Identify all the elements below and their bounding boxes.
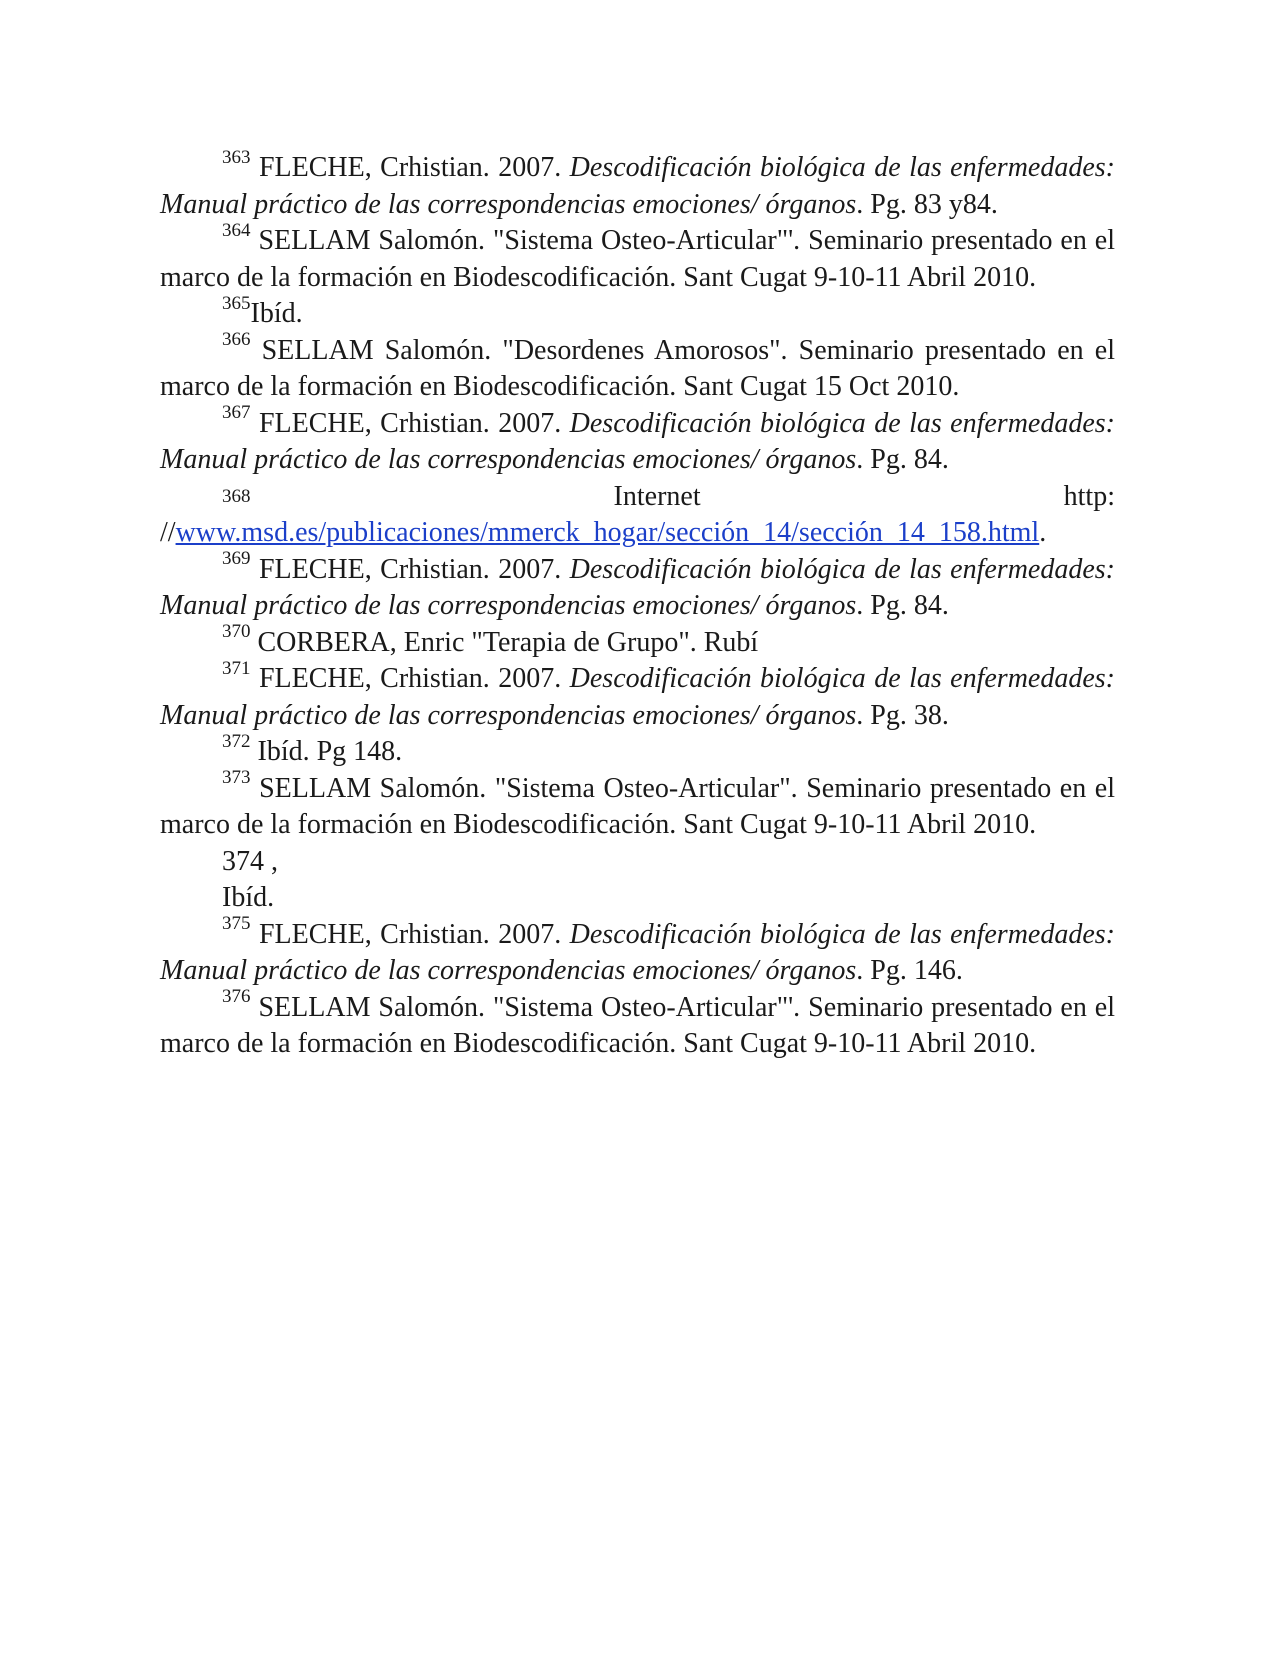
footnote-text: Ibíd.: [250, 298, 303, 329]
footnote-number: 367: [222, 402, 251, 424]
footnote-number: 364: [222, 219, 251, 241]
footnote-number: 370: [222, 621, 251, 643]
footnote-text: SELLAM Salomón. "Sistema Osteo-Articular"'. Seminario presentado en el marco de la formación en Biodescodificación. Sant Cugat 9-10-11 Abril 2010.: [160, 225, 1116, 293]
footnote-number: 371: [222, 657, 251, 679]
footnote-book-title: Descodificación biológica de las enfermedades: Manual práctico de las correspondencias emociones/ órganos: [160, 407, 1115, 475]
footnote-368: [160, 479, 1115, 552]
footnote-number: 363: [222, 146, 251, 168]
footnote-363: [160, 146, 1115, 223]
footnote-364: [160, 219, 1116, 296]
footnote-page-ref: . Pg. 84.: [856, 444, 949, 475]
footnote-374: [160, 844, 1115, 917]
footnote-book-title: Descodificación biológica de las enfermedades: Manual práctico de las correspondencias emociones/ órganos: [160, 918, 1115, 986]
footnote-author: FLECHE, Crhistian. 2007.: [258, 663, 570, 694]
footnote-371: [160, 657, 1115, 734]
footnote-book-title: Descodificación biológica de las enfermedades: Manual práctico de las correspondencias emociones/ órganos: [160, 152, 1115, 220]
footnote-author: FLECHE, Crhistian. 2007.: [258, 918, 570, 950]
footnote-number: 366: [222, 329, 251, 351]
footnote-375: [160, 913, 1115, 990]
footnote-url-protocol: http:: [1063, 480, 1115, 512]
footnote-book-title: Descodificación biológica de las enfermedades: Manual práctico de las correspondencias emociones/ órganos: [160, 663, 1115, 731]
footnote-page-ref: . Pg. 83 y84.: [856, 188, 998, 220]
footnote-number: 369: [222, 548, 251, 570]
footnote-text: Ibíd. Pg 148.: [257, 736, 403, 767]
footnote-book-title: Descodificación biológica de las enfermedades: Manual práctico de las correspondencias emociones/ órganos: [160, 553, 1115, 621]
footnote-368-first-line: $^{368}$ Internet http:: [160, 479, 1115, 516]
footnote-number: 374 ,: [222, 845, 278, 877]
footnote-number: 376: [222, 986, 251, 1008]
footnote-author: FLECHE, Crhistian. 2007.: [258, 407, 570, 439]
footnote-text: SELLAM Salomón. "Desordenes Amorosos". Seminario presentado en el marco de la formación en Biodescodificación. Sant Cugat 15 Oct 2010.: [160, 334, 1115, 402]
footnotes-page: [160, 146, 1116, 1063]
footnote-page-ref: . Pg. 146.: [856, 955, 963, 986]
footnote-365: [160, 292, 1115, 333]
footnote-number: 373: [222, 767, 251, 789]
footnote-367: [160, 402, 1115, 479]
footnote-author: FLECHE, Crhistian. 2007.: [258, 152, 570, 183]
footnote-number: 375: [222, 913, 251, 935]
footnote-url-period: .: [1039, 517, 1047, 548]
footnote-368-url-line: [160, 515, 1115, 552]
footnote-369: [160, 548, 1115, 625]
footnote-author: FLECHE, Crhistian. 2007.: [258, 553, 570, 585]
footnote-url-slashes: //: [160, 517, 176, 548]
footnote-text: SELLAM Salomón. "Sistema Osteo-Articular". Seminario presentado en el marco de la formación en Biodescodificación. Sant Cugat 9-10-11 Abril 2010.: [160, 772, 1115, 840]
footnote-370: [160, 621, 1115, 662]
footnote-number: 365: [222, 292, 251, 314]
footnote-text: CORBERA, Enric "Terapia de Grupo". Rubí: [257, 626, 759, 658]
footnote-page-ref: . Pg. 84.: [856, 590, 949, 621]
footnote-376: [160, 986, 1116, 1063]
footnote-url-link[interactable]: www.msd.es/publicaciones/mmerck_hogar/sección_14/sección_14_158.html: [175, 517, 1040, 548]
footnote-366: [160, 329, 1115, 406]
footnote-number: 372: [222, 730, 251, 752]
footnote-internet-label: Internet: [613, 480, 701, 512]
footnote-372: [160, 730, 1115, 771]
footnote-text: SELLAM Salomón. "Sistema Osteo-Articular"'. Seminario presentado en el marco de la formación en Biodescodificación. Sant Cugat 9-10-11 Abril 2010.: [160, 991, 1116, 1059]
footnote-page-ref: . Pg. 38.: [856, 699, 949, 731]
footnote-text: Ibíd.: [222, 882, 275, 913]
footnote-373: [160, 767, 1115, 844]
